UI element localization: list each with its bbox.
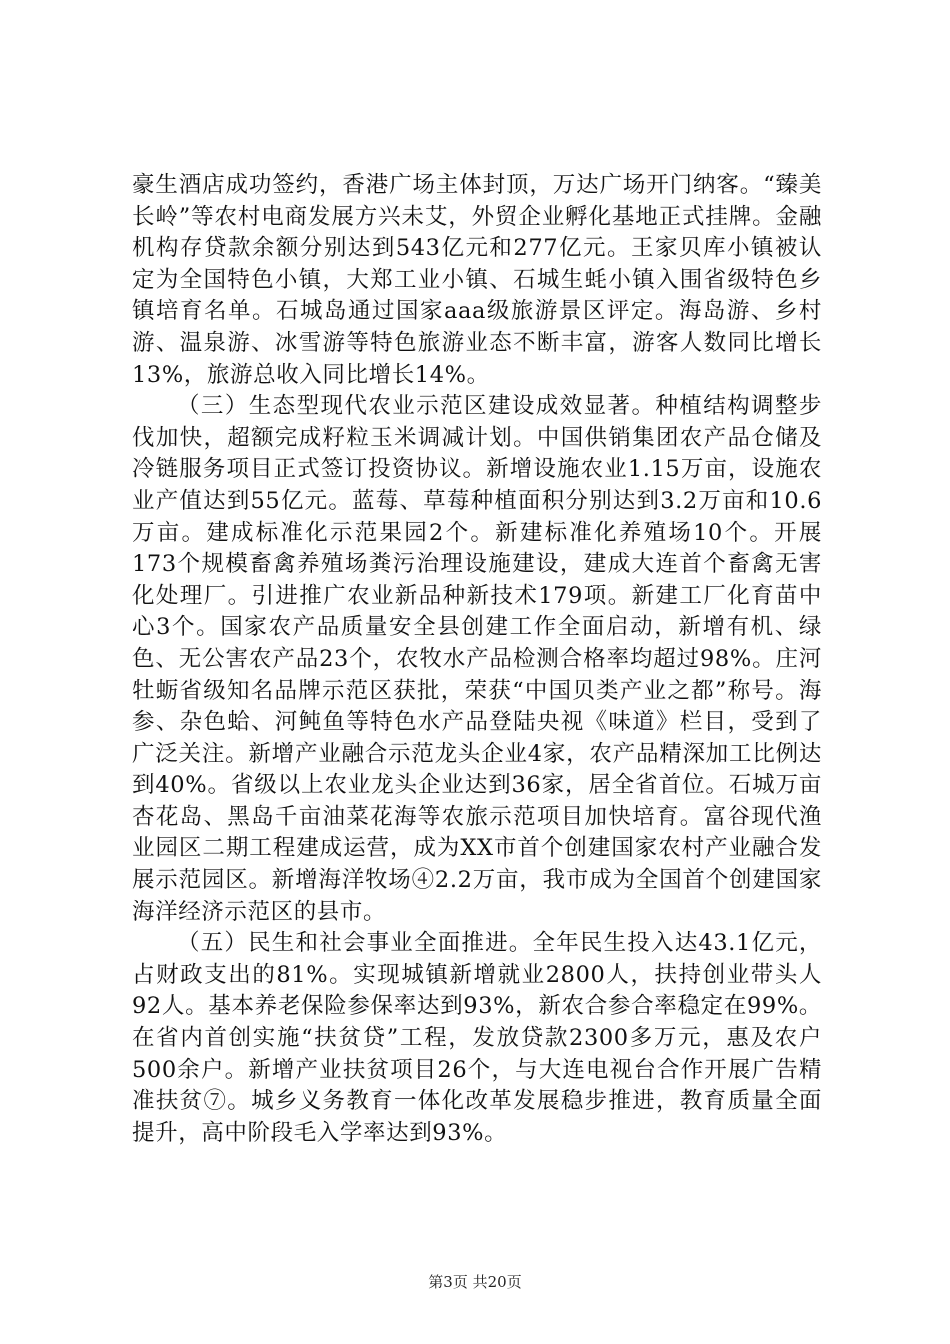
paragraph-agriculture: （三）生态型现代农业示范区建设成效显著。种植结构调整步伐加快，超额完成籽粒玉米调减计划。中国供销集团农产品仓储及冷链服务项目正式签订投资协议。新增设施农业1.15万亩，设施农业产值达到55亿元。蓝莓、草莓种植面积分别达到3.2万亩和10.6万亩。建成标准化示范果园2个。新建标准化养殖场10个。开展173个规模畜禽养殖场粪污治理设施建设，建成大连首个畜禽无害化处理厂。引进推广农业新品种新技术179项。新建工厂化育苗中心3个。国家农产品质量安全县创建工作全面启动，新增有机、绿色、无公害农产品23个，农牧水产品检测合格率均超过98%。庄河牡蛎省级知名品牌示范区获批，荣获“中国贝类产业之都”称号。海参、杂色蛤、河鲀鱼等特色水产品登陆央视《味道》栏目，受到了广泛关注。新增产业融合示范龙头企业4家，农产品精深加工比例达到40%。省级以上农业龙头企业达到36家，居全省首位。石城万亩杏花岛、黑岛千亩油菜花海等农旅示范项目加快培育。富谷现代渔业园区二期工程建成运营，成为XX市首个创建国家农村产业融合发展示范园区。新增海洋牧场④2.2万亩，我市成为全国首个创建国家海洋经济示范区的县市。 — [132, 393, 822, 925]
document-body — [132, 170, 822, 1149]
page-footer: 第3页 共20页 — [428, 1273, 522, 1291]
paragraph-continuation: 豪生酒店成功签约，香港广场主体封顶，万达广场开门纳客。“臻美长岭”等农村电商发展方兴未艾，外贸企业孵化基地正式挂牌。金融机构存贷款余额分别达到543亿元和277亿元。王家贝库小镇被认定为全国特色小镇，大郑工业小镇、石城生蚝小镇入围省级特色乡镇培育名单。石城岛通过国家aaa级旅游景区评定。海岛游、乡村游、温泉游、冰雪游等特色旅游业态不断丰富，游客人数同比增长13%，旅游总收入同比增长14%。 — [132, 172, 822, 388]
paragraph-livelihood: （五）民生和社会事业全面推进。全年民生投入达43.1亿元，占财政支出的81%。实现城镇新增就业2800人，扶持创业带头人92人。基本养老保险参保率达到93%，新农合参合率稳定在99%。在省内首创实施“扶贫贷”工程，发放贷款2300多万元，惠及农户500余户。新增产业扶贫项目26个，与大连电视台合作开展广告精准扶贫⑦。城乡义务教育一体化改革发展稳步推进，教育质量全面提升，高中阶段毛入学率达到93%。 — [132, 930, 822, 1146]
